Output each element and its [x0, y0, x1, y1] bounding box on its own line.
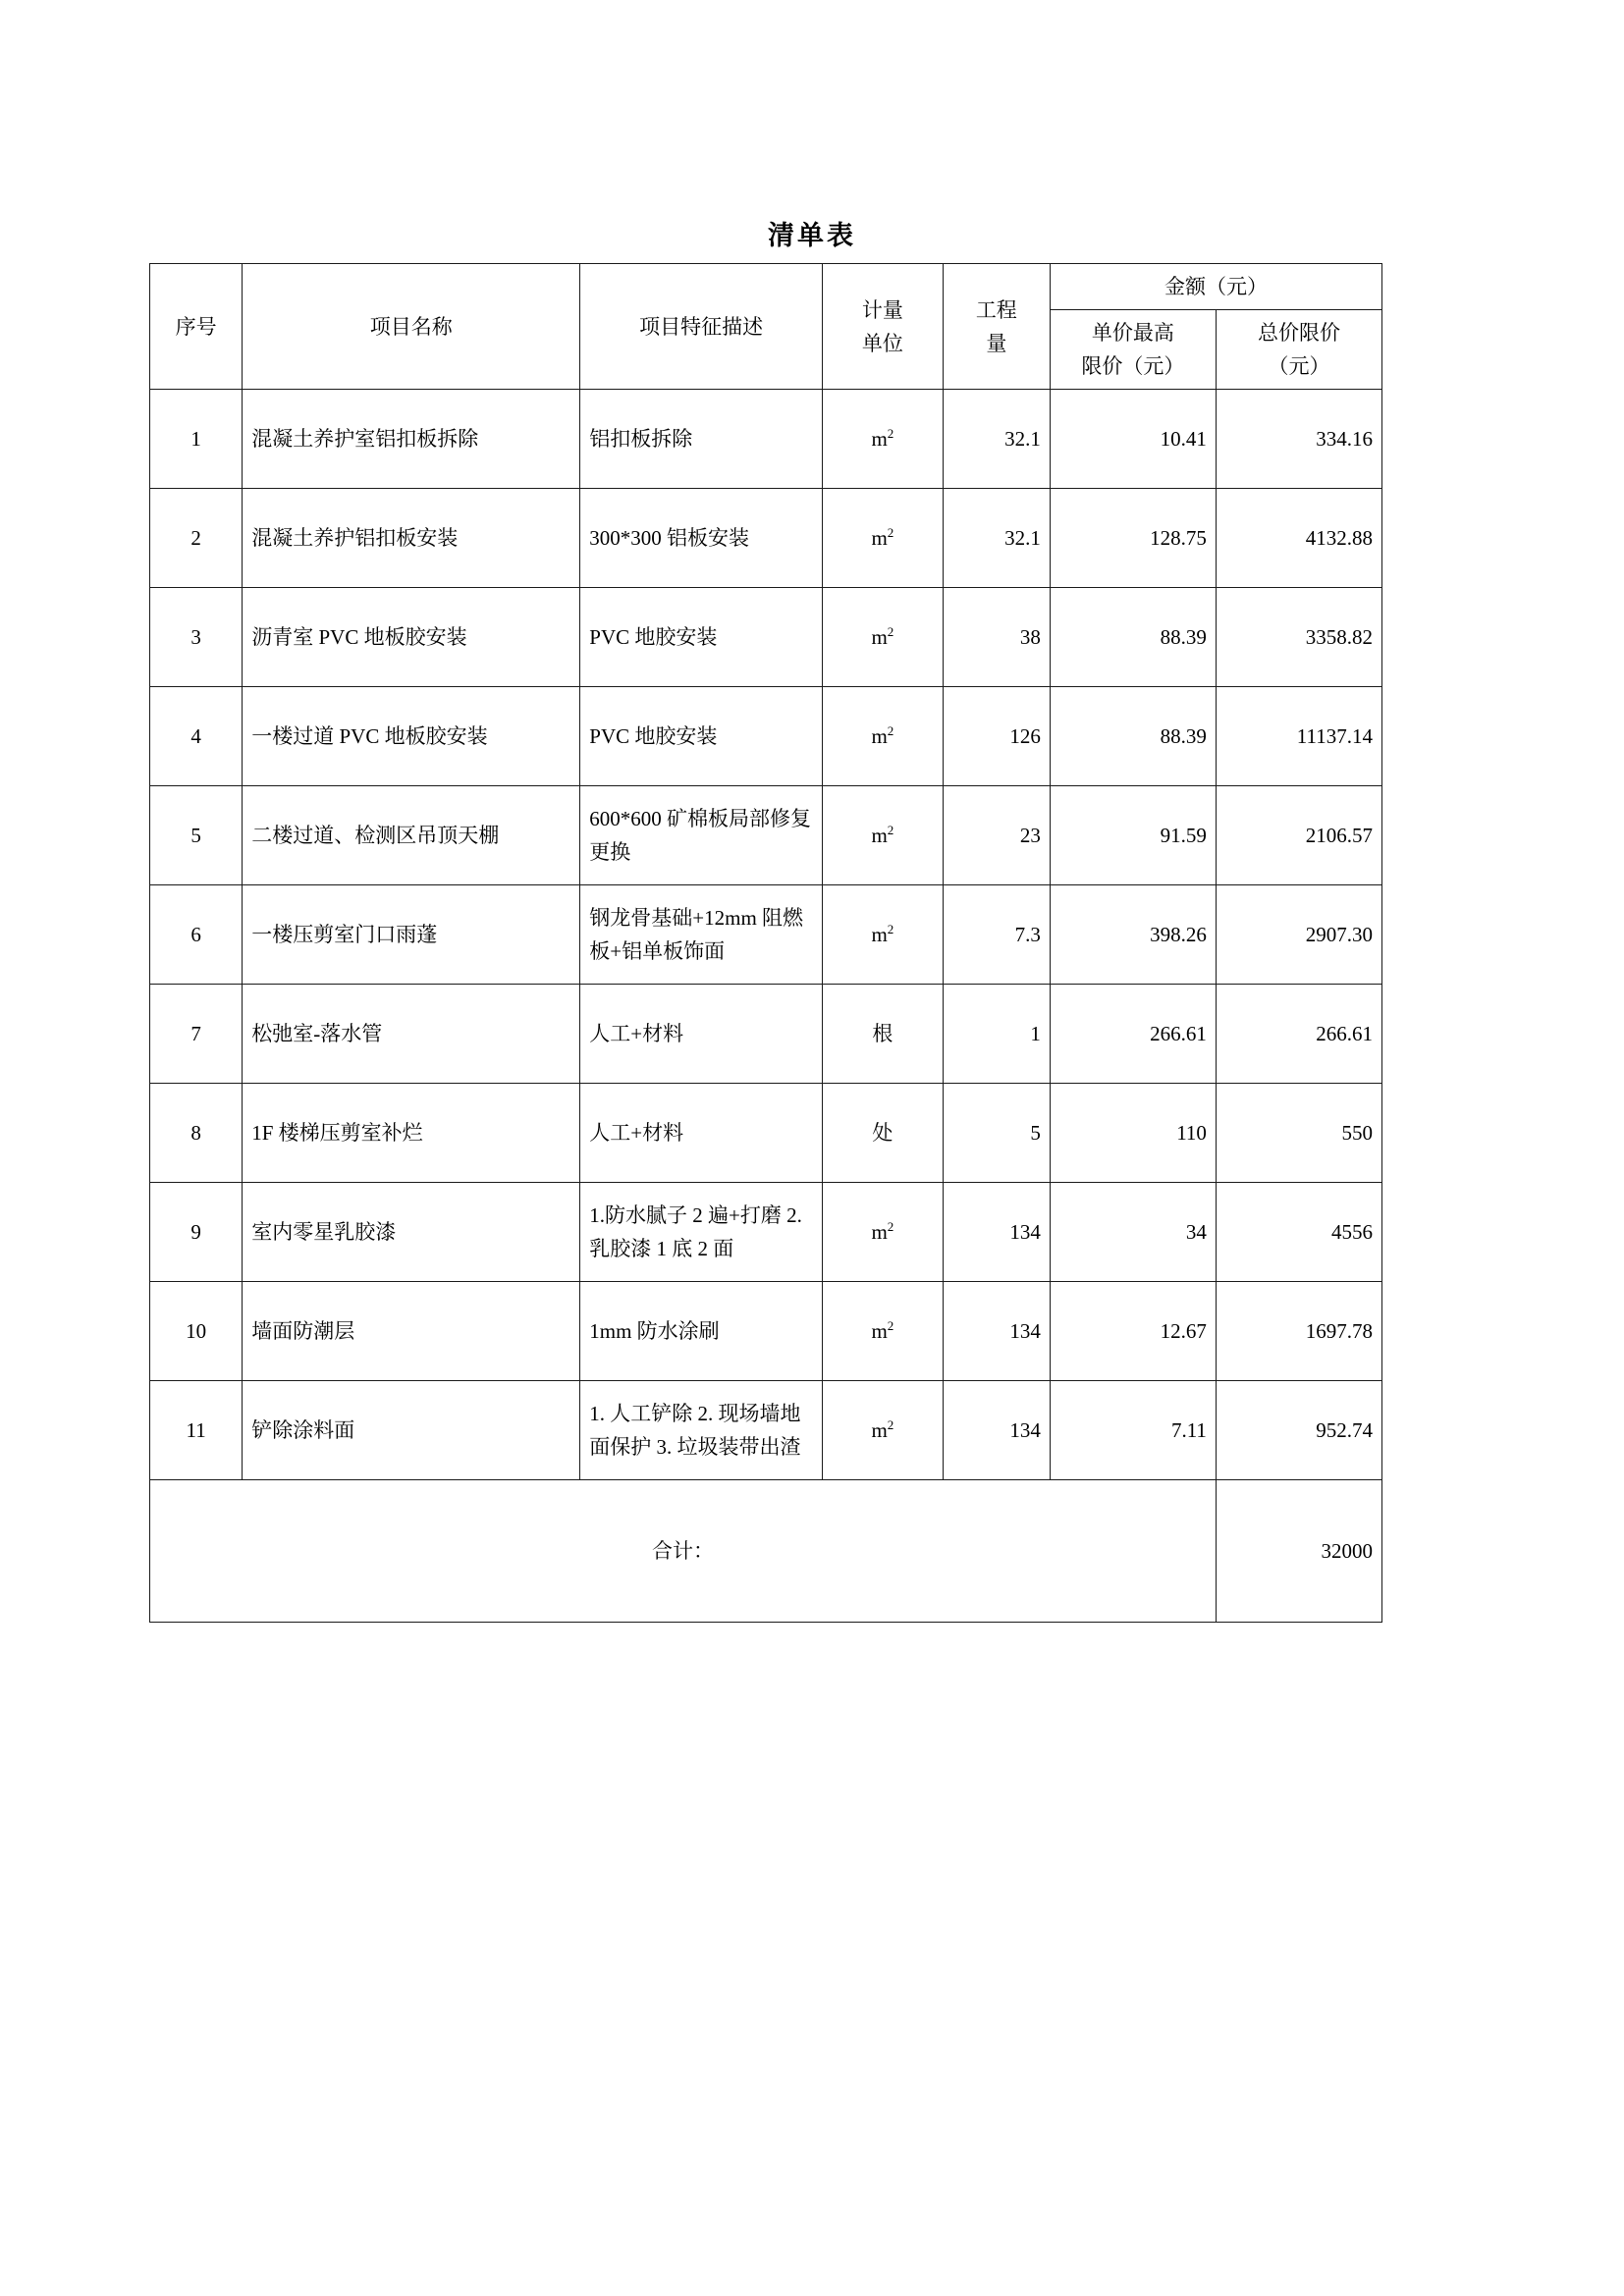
cell-item-feature: 1mm 防水涂刷 [580, 1282, 823, 1381]
column-header-unit-price-line1: 单价最高 [1091, 321, 1174, 346]
cell-item-feature: PVC 地胶安装 [580, 687, 823, 786]
cell-item-feature: 铝扣板拆除 [580, 390, 823, 489]
cell-quantity: 134 [943, 1183, 1050, 1282]
column-header-item-name: 项目名称 [243, 264, 580, 390]
column-header-quantity-line1: 工程 [975, 297, 1017, 322]
cell-unit [823, 390, 944, 489]
cell-index: 11 [150, 1381, 243, 1480]
cell-item-feature: 人工+材料 [580, 985, 823, 1084]
cell-item-name: 一楼过道 PVC 地板胶安装 [243, 687, 580, 786]
cell-item-feature: 600*600 矿棉板局部修复更换 [580, 786, 823, 885]
summary-value: 32000 [1216, 1480, 1381, 1623]
unit-base: m [871, 427, 888, 452]
cell-index: 2 [150, 489, 243, 588]
cell-item-feature: PVC 地胶安装 [580, 588, 823, 687]
cell-unit [823, 1381, 944, 1480]
unit-exponent: 2 [887, 823, 894, 838]
cell-unit-price: 88.39 [1050, 687, 1216, 786]
cell-item-feature: 300*300 铝板安装 [580, 489, 823, 588]
cell-unit-price: 12.67 [1050, 1282, 1216, 1381]
unit-exponent: 2 [887, 1219, 894, 1235]
table-row [150, 1381, 1382, 1480]
unit-exponent: 2 [887, 426, 894, 442]
unit-base: 处 [872, 1121, 893, 1146]
column-header-total-price-line1: 总价限价 [1257, 321, 1340, 346]
cell-unit [823, 1282, 944, 1381]
cell-quantity: 32.1 [943, 489, 1050, 588]
cell-index: 10 [150, 1282, 243, 1381]
cell-quantity: 126 [943, 687, 1050, 786]
unit-exponent: 2 [887, 525, 894, 541]
cell-item-name: 松弛室-落水管 [243, 985, 580, 1084]
cell-item-name: 铲除涂料面 [243, 1381, 580, 1480]
unit-base: 根 [872, 1022, 893, 1046]
unit-exponent: 2 [887, 624, 894, 640]
summary-row [150, 1480, 1382, 1623]
column-header-total-price-line2: （元） [1268, 354, 1330, 379]
unit-base: m [871, 526, 888, 551]
cell-total-price: 4556 [1216, 1183, 1381, 1282]
column-header-unit [823, 264, 944, 390]
table-row [150, 885, 1382, 985]
cell-index: 7 [150, 985, 243, 1084]
cell-unit [823, 885, 944, 985]
cell-index: 3 [150, 588, 243, 687]
cell-total-price: 266.61 [1216, 985, 1381, 1084]
table-row [150, 1084, 1382, 1183]
table-row [150, 786, 1382, 885]
cell-index: 1 [150, 390, 243, 489]
cell-quantity: 5 [943, 1084, 1050, 1183]
cell-unit-price: 398.26 [1050, 885, 1216, 985]
cell-index: 4 [150, 687, 243, 786]
cell-unit-price: 10.41 [1050, 390, 1216, 489]
unit-base: m [871, 1418, 888, 1443]
cell-item-name: 室内零星乳胶漆 [243, 1183, 580, 1282]
column-header-amount-group: 金额（元） [1050, 264, 1381, 310]
cell-unit-price: 7.11 [1050, 1381, 1216, 1480]
bill-of-quantities-table [149, 263, 1382, 1623]
cell-unit [823, 786, 944, 885]
cell-total-price: 334.16 [1216, 390, 1381, 489]
cell-unit-price: 91.59 [1050, 786, 1216, 885]
cell-item-feature: 钢龙骨基础+12mm 阻燃板+铝单板饰面 [580, 885, 823, 985]
cell-unit-price: 110 [1050, 1084, 1216, 1183]
header-row-primary [150, 264, 1382, 310]
cell-item-name: 混凝土养护室铝扣板拆除 [243, 390, 580, 489]
cell-total-price: 4132.88 [1216, 489, 1381, 588]
unit-base: m [871, 1319, 888, 1344]
cell-index: 8 [150, 1084, 243, 1183]
cell-total-price: 2907.30 [1216, 885, 1381, 985]
cell-quantity: 38 [943, 588, 1050, 687]
column-header-quantity [943, 264, 1050, 390]
cell-quantity: 23 [943, 786, 1050, 885]
cell-unit [823, 489, 944, 588]
cell-item-name: 一楼压剪室门口雨蓬 [243, 885, 580, 985]
cell-item-name: 二楼过道、检测区吊顶天棚 [243, 786, 580, 885]
cell-index: 5 [150, 786, 243, 885]
table-row [150, 390, 1382, 489]
unit-base: m [871, 625, 888, 650]
cell-index: 9 [150, 1183, 243, 1282]
table-row [150, 588, 1382, 687]
table-body [150, 390, 1382, 1480]
column-header-unit-price [1050, 310, 1216, 390]
cell-total-price: 1697.78 [1216, 1282, 1381, 1381]
cell-quantity: 1 [943, 985, 1050, 1084]
unit-base: m [871, 1220, 888, 1245]
table-row [150, 489, 1382, 588]
unit-exponent: 2 [887, 922, 894, 937]
cell-index: 6 [150, 885, 243, 985]
column-header-unit-line1: 计量 [861, 297, 903, 322]
unit-exponent: 2 [887, 1318, 894, 1334]
cell-item-name: 1F 楼梯压剪室补烂 [243, 1084, 580, 1183]
cell-item-feature: 1.防水腻子 2 遍+打磨 2.乳胶漆 1 底 2 面 [580, 1183, 823, 1282]
cell-unit [823, 1084, 944, 1183]
unit-exponent: 2 [887, 723, 894, 739]
cell-total-price: 3358.82 [1216, 588, 1381, 687]
unit-base: m [871, 824, 888, 848]
cell-quantity: 134 [943, 1381, 1050, 1480]
column-header-quantity-line2: 量 [986, 331, 1007, 355]
cell-item-feature: 人工+材料 [580, 1084, 823, 1183]
cell-unit-price: 266.61 [1050, 985, 1216, 1084]
column-header-unit-line2: 单位 [861, 331, 903, 355]
cell-total-price: 11137.14 [1216, 687, 1381, 786]
cell-total-price: 952.74 [1216, 1381, 1381, 1480]
table-footer [150, 1480, 1382, 1623]
unit-base: m [871, 923, 888, 947]
cell-unit [823, 1183, 944, 1282]
column-header-index: 序号 [150, 264, 243, 390]
unit-exponent: 2 [887, 1417, 894, 1433]
cell-quantity: 7.3 [943, 885, 1050, 985]
table-row [150, 1282, 1382, 1381]
cell-unit [823, 687, 944, 786]
cell-unit [823, 985, 944, 1084]
cell-unit-price: 34 [1050, 1183, 1216, 1282]
column-header-unit-price-line2: 限价（元） [1081, 354, 1185, 379]
table-header [150, 264, 1382, 390]
cell-item-name: 沥青室 PVC 地板胶安装 [243, 588, 580, 687]
cell-unit-price: 88.39 [1050, 588, 1216, 687]
cell-quantity: 134 [943, 1282, 1050, 1381]
cell-item-name: 混凝土养护铝扣板安装 [243, 489, 580, 588]
cell-unit [823, 588, 944, 687]
cell-item-name: 墙面防潮层 [243, 1282, 580, 1381]
column-header-total-price [1216, 310, 1381, 390]
summary-label: 合计： [150, 1480, 1217, 1623]
table-row [150, 1183, 1382, 1282]
table-row [150, 985, 1382, 1084]
cell-total-price: 550 [1216, 1084, 1381, 1183]
table-row [150, 687, 1382, 786]
column-header-item-feature: 项目特征描述 [580, 264, 823, 390]
cell-quantity: 32.1 [943, 390, 1050, 489]
page-title: 清单表 [768, 221, 856, 250]
cell-item-feature: 1. 人工铲除 2. 现场墙地面保护 3. 垃圾装带出渣 [580, 1381, 823, 1480]
cell-total-price: 2106.57 [1216, 786, 1381, 885]
cell-unit-price: 128.75 [1050, 489, 1216, 588]
unit-base: m [871, 724, 888, 749]
